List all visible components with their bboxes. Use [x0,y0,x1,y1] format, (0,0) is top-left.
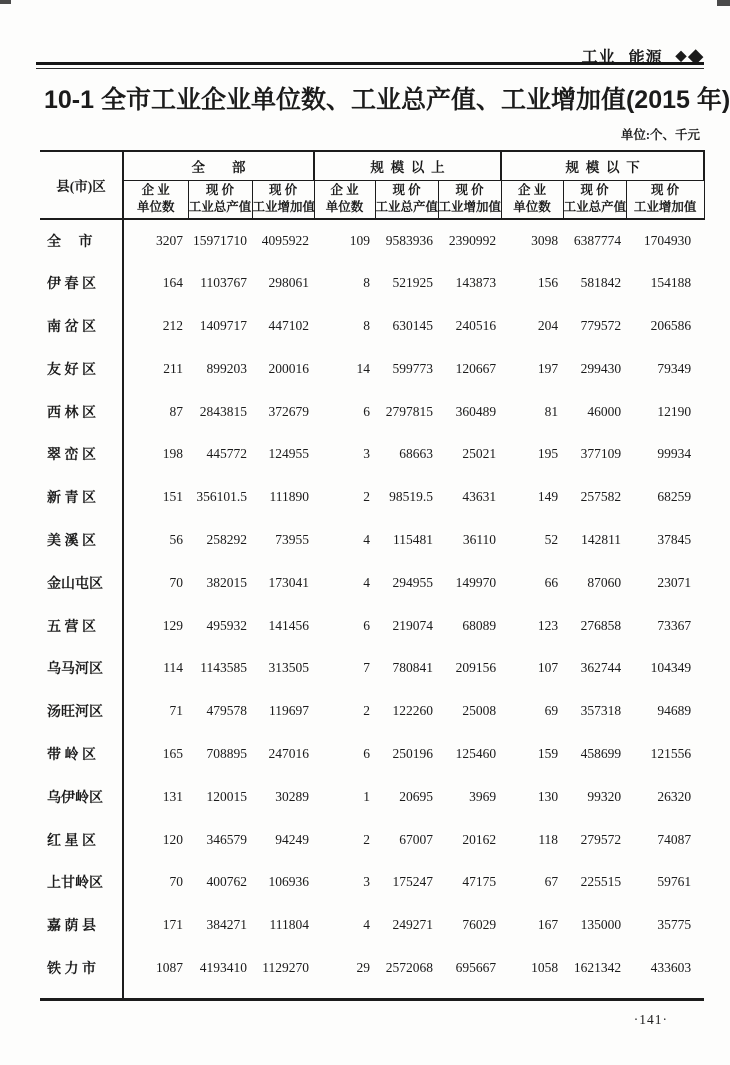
value-cell: 195 [537,446,559,462]
table-row [40,904,704,947]
statistics-table [40,150,705,1001]
value-cell: 120015 [206,788,247,804]
value-cell: 3207 [156,232,183,248]
value-cell: 219074 [392,617,434,633]
value-cell: 149970 [455,574,497,590]
value-cell: 479578 [206,703,247,719]
value-cell: 211 [163,360,183,376]
value-cell: 124955 [268,446,310,462]
value-cell: 225515 [580,874,622,890]
value-cell: 156 [537,275,559,291]
scan-artifact-top-right [717,0,730,6]
value-cell: 121556 [650,745,692,761]
region-cell: 铁 力 市 [40,947,123,990]
value-cell: 4 [363,531,371,547]
value-cell: 36110 [462,531,497,547]
value-cell: 14 [356,360,371,376]
spacer-row [40,989,704,999]
value-cell: 2797815 [385,403,434,419]
value-cell: 313505 [268,660,310,676]
value-cell: 114 [163,660,183,676]
value-cell: 43631 [462,489,497,505]
sub-header-cell: 现 价 工业总产值 [563,180,626,219]
value-cell: 68259 [657,489,692,505]
value-cell: 87060 [587,574,622,590]
table-row [40,690,704,733]
value-cell: 46000 [587,403,622,419]
value-cell: 360489 [455,403,497,419]
value-cell: 23071 [657,574,692,590]
value-cell: 94689 [657,703,692,719]
value-cell: 142811 [581,531,622,547]
value-cell: 7 [363,660,371,676]
value-cell: 433603 [650,959,692,975]
value-cell: 74087 [657,831,692,847]
value-cell: 20695 [399,788,434,804]
value-cell: 2 [363,489,371,505]
value-cell: 73955 [275,531,310,547]
chapter-label-industry: 工业 [582,44,616,69]
value-cell: 123 [537,617,559,633]
region-cell: 乌马河区 [40,647,123,690]
region-cell: 美 溪 区 [40,519,123,562]
value-cell: 68089 [462,617,497,633]
value-cell: 294955 [392,574,434,590]
value-cell: 400762 [206,874,247,890]
group-header-all: 全 部 [123,151,314,180]
value-cell: 47175 [462,874,497,890]
value-cell: 159 [537,745,559,761]
sub-header-cell: 现 价 工业总产值 [188,180,252,219]
region-cell: 伊 春 区 [40,262,123,305]
value-cell: 1409717 [199,317,247,333]
value-cell: 71 [169,703,183,719]
value-cell: 3969 [469,788,497,804]
value-cell: 250196 [392,745,434,761]
table-row [40,775,704,818]
value-cell: 206586 [650,317,692,333]
region-cell: 乌伊岭区 [40,775,123,818]
table-row [40,305,704,348]
value-cell: 68663 [399,446,434,462]
value-cell: 52 [544,531,559,547]
sub-header-cell: 现 价 工业增加值 [438,180,501,219]
value-cell: 8 [363,275,371,291]
value-cell: 3098 [531,232,559,248]
region-cell: 翠 峦 区 [40,433,123,476]
region-cell: 南 岔 区 [40,305,123,348]
value-cell: 299430 [580,360,622,376]
value-cell: 1143585 [200,660,247,676]
group-header-below-scale: 规 模 以 下 [501,151,704,180]
value-cell: 346579 [206,831,247,847]
value-cell: 135000 [580,917,622,933]
value-cell: 29 [356,959,371,975]
table-row [40,433,704,476]
value-cell: 37845 [657,531,692,547]
region-cell: 带 岭 区 [40,733,123,776]
table-row [40,733,704,776]
sub-header-cell: 现 价 工业增加值 [626,180,704,219]
sub-header-cell: 企 业 单位数 [501,180,563,219]
value-cell: 25008 [462,703,497,719]
value-cell: 279572 [580,831,622,847]
value-cell: 2 [363,703,371,719]
value-cell: 69 [544,703,559,719]
value-cell: 25021 [462,446,497,462]
page-number: ·141· [633,1012,668,1027]
value-cell: 130 [537,788,559,804]
value-cell: 384271 [206,917,247,933]
value-cell: 6 [363,403,371,419]
value-cell: 1704930 [643,232,692,248]
value-cell: 154188 [650,275,692,291]
value-cell: 276858 [580,617,622,633]
value-cell: 1129270 [262,959,310,975]
value-cell: 458699 [580,745,622,761]
value-cell: 445772 [206,446,247,462]
spacer-cell [123,989,704,999]
corner-header-cell: 县(市)区 [40,151,123,219]
value-cell: 240516 [455,317,497,333]
table-row [40,390,704,433]
value-cell: 779572 [580,317,622,333]
value-cell: 257582 [580,489,622,505]
region-cell: 上甘岭区 [40,861,123,904]
value-cell: 119697 [269,703,310,719]
group-header-above-scale: 规 模 以 上 [314,151,501,180]
value-cell: 3 [363,446,371,462]
chapter-label-energy: 能源 [628,50,663,67]
value-cell: 362744 [580,660,622,676]
value-cell: 4095922 [261,232,310,248]
table-row [40,561,704,604]
value-cell: 495932 [206,617,247,633]
value-cell: 15971710 [193,232,247,248]
value-cell: 1 [363,788,371,804]
header-rule [36,62,704,69]
value-cell: 599773 [392,360,434,376]
value-cell: 258292 [206,531,247,547]
value-cell: 67007 [399,831,434,847]
value-cell: 708895 [206,745,247,761]
value-cell: 76029 [462,917,497,933]
value-cell: 521925 [392,275,434,291]
sub-header-cell: 现 价 工业总产值 [375,180,438,219]
value-cell: 111890 [269,489,310,505]
value-cell: 30289 [275,788,310,804]
table-row [40,818,704,861]
sub-header-row [40,180,704,219]
value-cell: 249271 [392,917,434,933]
value-cell: 35775 [657,917,692,933]
value-cell: 164 [162,275,183,291]
table-row [40,604,704,647]
table-row [40,947,704,990]
value-cell: 107 [537,660,559,676]
value-cell: 167 [537,917,559,933]
table-row [40,262,704,305]
value-cell: 1621342 [573,959,622,975]
value-cell: 6387774 [573,232,622,248]
value-cell: 99934 [657,446,692,462]
value-cell: 109 [349,232,371,248]
scan-artifact-top-left [0,0,11,4]
value-cell: 87 [169,403,183,419]
diamond-icon-small: ◆ [675,49,687,64]
region-cell: 友 好 区 [40,347,123,390]
table-row [40,347,704,390]
value-cell: 4 [363,917,371,933]
value-cell: 120 [162,831,183,847]
value-cell: 99320 [587,788,622,804]
value-cell: 6 [363,745,371,761]
table-header [40,151,704,219]
value-cell: 125460 [455,745,497,761]
value-cell: 141456 [268,617,310,633]
table-row [40,647,704,690]
value-cell: 298061 [268,275,310,291]
value-cell: 143873 [455,275,497,291]
value-cell: 382015 [206,574,247,590]
value-cell: 372679 [268,403,310,419]
value-cell: 151 [162,489,183,505]
table-row [40,219,704,262]
value-cell: 173041 [268,574,310,590]
value-cell: 122260 [392,703,434,719]
value-cell: 20162 [462,831,497,847]
value-cell: 630145 [392,317,434,333]
value-cell: 26320 [657,788,692,804]
region-cell: 金山屯区 [40,561,123,604]
value-cell: 899203 [206,360,247,376]
region-cell: 嘉 荫 县 [40,904,123,947]
region-cell: 汤旺河区 [40,690,123,733]
region-cell: 新 青 区 [40,476,123,519]
group-header-row [40,151,704,180]
value-cell: 8 [363,317,371,333]
region-cell: 红 星 区 [40,818,123,861]
value-cell: 3 [363,874,371,890]
region-cell: 五 营 区 [40,604,123,647]
value-cell: 204 [537,317,559,333]
value-cell: 79349 [657,360,692,376]
unit-note: 单位:个、千元 [620,128,700,142]
value-cell: 356101.5 [196,489,247,505]
value-cell: 581842 [580,275,622,291]
value-cell: 2843815 [199,403,247,419]
value-cell: 197 [537,360,559,376]
value-cell: 12190 [657,403,692,419]
value-cell: 56 [169,531,183,547]
page-title: 10-1 全市工业企业单位数、工业总产值、工业增加值(2015 年) [44,86,730,114]
value-cell: 165 [162,745,183,761]
value-cell: 98519.5 [389,489,434,505]
value-cell: 129 [162,617,183,633]
value-cell: 175247 [392,874,434,890]
value-cell: 106936 [268,874,310,890]
value-cell: 357318 [580,703,622,719]
value-cell: 111804 [269,917,310,933]
region-cell: 西 林 区 [40,390,123,433]
value-cell: 377109 [580,446,622,462]
value-cell: 70 [169,574,183,590]
sub-header-cell: 企 业 单位数 [123,180,188,219]
value-cell: 4193410 [199,959,247,975]
value-cell: 198 [162,446,183,462]
value-cell: 9583936 [385,232,434,248]
table-row [40,519,704,562]
region-cell: 全 市 [40,219,123,262]
value-cell: 66 [544,574,559,590]
sub-header-cell: 现 价 工业增加值 [252,180,314,219]
value-cell: 94249 [275,831,310,847]
value-cell: 171 [162,917,183,933]
value-cell: 2 [363,831,371,847]
value-cell: 131 [162,788,183,804]
diamond-icon-large: ◆ [688,46,703,67]
value-cell: 2390992 [448,232,497,248]
value-cell: 81 [544,403,559,419]
table-body [40,219,704,999]
value-cell: 104349 [650,660,692,676]
table-row [40,861,704,904]
value-cell: 6 [363,617,371,633]
value-cell: 200016 [268,360,310,376]
value-cell: 212 [162,317,183,333]
value-cell: 73367 [657,617,692,633]
value-cell: 1058 [531,959,559,975]
value-cell: 780841 [392,660,434,676]
value-cell: 447102 [268,317,310,333]
sub-header-cell: 企 业 单位数 [314,180,375,219]
value-cell: 149 [537,489,559,505]
value-cell: 70 [169,874,183,890]
value-cell: 118 [538,831,559,847]
value-cell: 209156 [455,660,497,676]
value-cell: 59761 [657,874,692,890]
value-cell: 695667 [455,959,497,975]
value-cell: 1087 [156,959,183,975]
value-cell: 2572068 [385,959,434,975]
value-cell: 247016 [268,745,310,761]
value-cell: 115481 [393,531,434,547]
value-cell: 1103767 [200,275,247,291]
value-cell: 120667 [455,360,497,376]
table-row [40,476,704,519]
value-cell: 67 [544,874,559,890]
spacer-cell [40,989,123,999]
value-cell: 4 [363,574,371,590]
